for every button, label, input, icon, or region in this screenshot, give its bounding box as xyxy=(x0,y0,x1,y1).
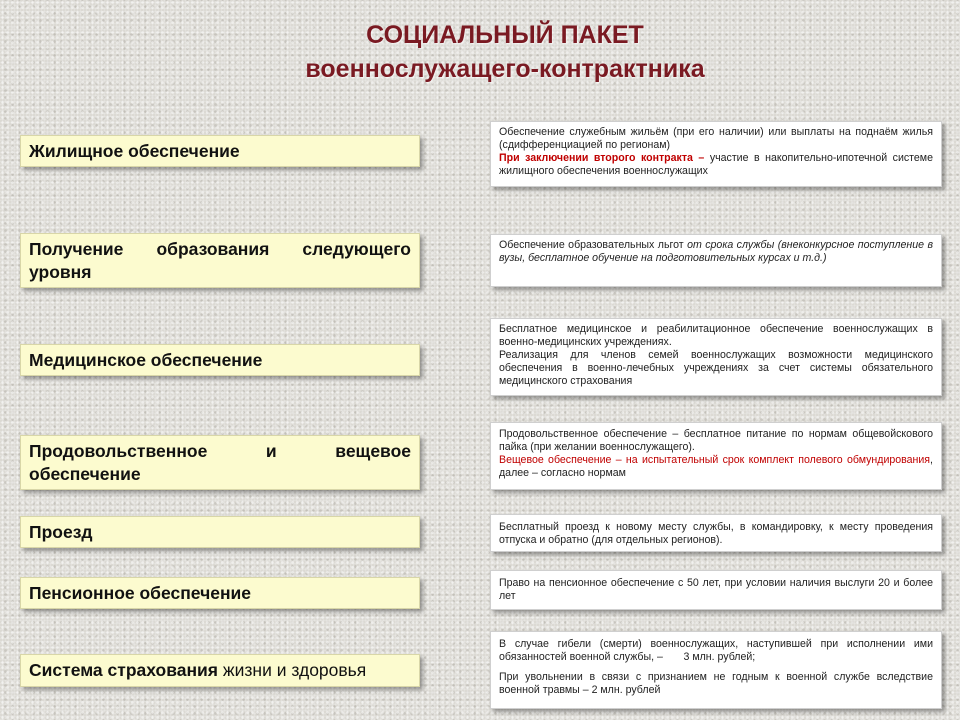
desc-text: Реализация для членов семей военнослужащих возможности медицинского обеспечения в военно-лечебных учреждениях за счет системы обязательного медицинского страхования xyxy=(499,349,933,387)
desc-text: Право на пенсионное обеспечение с 50 лет, при условии наличия выслуги 20 и более лет xyxy=(499,577,933,602)
desc-text: В случае гибели (смерти) военнослужащих, наступившей при исполнении ими обязанностей военной службы, – 3 млн. рублей; xyxy=(499,638,936,663)
desc-text: Бесплатный проезд к новому месту службы, в командировку, к месту проведения отпуска и обратно (для отдельных регионов). xyxy=(499,521,933,546)
benefit-desc-pension xyxy=(490,570,942,610)
benefit-label-medical xyxy=(20,344,420,376)
benefit-desc-supply xyxy=(490,422,942,490)
benefit-label-education xyxy=(20,233,420,288)
desc-italic: от срока службы (внеконкурсное поступление в вузы, бесплатное обучение на подготовительных курсах и т.д.) xyxy=(499,239,933,264)
desc-text: , далее – согласно нормам xyxy=(499,454,933,479)
page-subtitle: военнослужащего-контрактника xyxy=(305,55,705,83)
benefit-label-travel xyxy=(20,516,420,548)
benefit-label-text: Система страхования xyxy=(29,660,219,680)
benefit-label-pension xyxy=(20,577,420,609)
benefit-label-text: Пенсионное обеспечение xyxy=(29,582,252,603)
benefit-label-text: Жилищное обеспечение xyxy=(29,140,240,161)
desc-text: При увольнении в связи с признанием не годным к военной службе вследствие военной травмы – 2 млн. рублей xyxy=(499,671,933,696)
benefit-desc-medical xyxy=(490,318,942,396)
benefit-label-housing xyxy=(20,135,420,167)
desc-highlight: При заключении второго контракта – xyxy=(499,152,705,164)
benefit-label-text: Медицинское обеспечение xyxy=(29,349,263,370)
desc-text: участие в накопительно-ипотечной системе жилищного обеспечения военнослужащих xyxy=(499,152,933,177)
benefit-label-text-normal: жизни и здоровья xyxy=(218,660,367,680)
benefit-desc-travel xyxy=(490,514,942,552)
benefit-label-supply xyxy=(20,435,420,490)
desc-text: Обеспечение образовательных льгот xyxy=(499,239,688,251)
desc-text: Продовольственное обеспечение – бесплатное питание по нормам общевойскового пайка (при желании военнослужащего). xyxy=(499,428,933,453)
benefit-label-text: Проезд xyxy=(29,521,93,542)
benefit-label-text: Получение образования следующего уровня xyxy=(29,238,411,282)
benefit-label-insurance xyxy=(20,654,420,687)
benefit-desc-insurance xyxy=(490,631,942,709)
desc-text: Бесплатное медицинское и реабилитационное обеспечение военнослужащих в военно-медицинских учреждениях. xyxy=(499,323,933,348)
benefit-desc-education xyxy=(490,234,942,287)
desc-text: Обеспечение служебным жильём (при его наличии) или выплаты на поднаём жилья (сдифференциацией по регионам) xyxy=(499,126,933,151)
desc-highlight: Вещевое обеспечение – на испытательный срок комплект полевого обмундирования xyxy=(499,454,931,466)
page-title: СОЦИАЛЬНЫЙ ПАКЕТ xyxy=(366,21,644,49)
benefit-desc-housing xyxy=(490,121,942,187)
benefit-label-text: Продовольственное и вещевое обеспечение xyxy=(29,440,411,484)
